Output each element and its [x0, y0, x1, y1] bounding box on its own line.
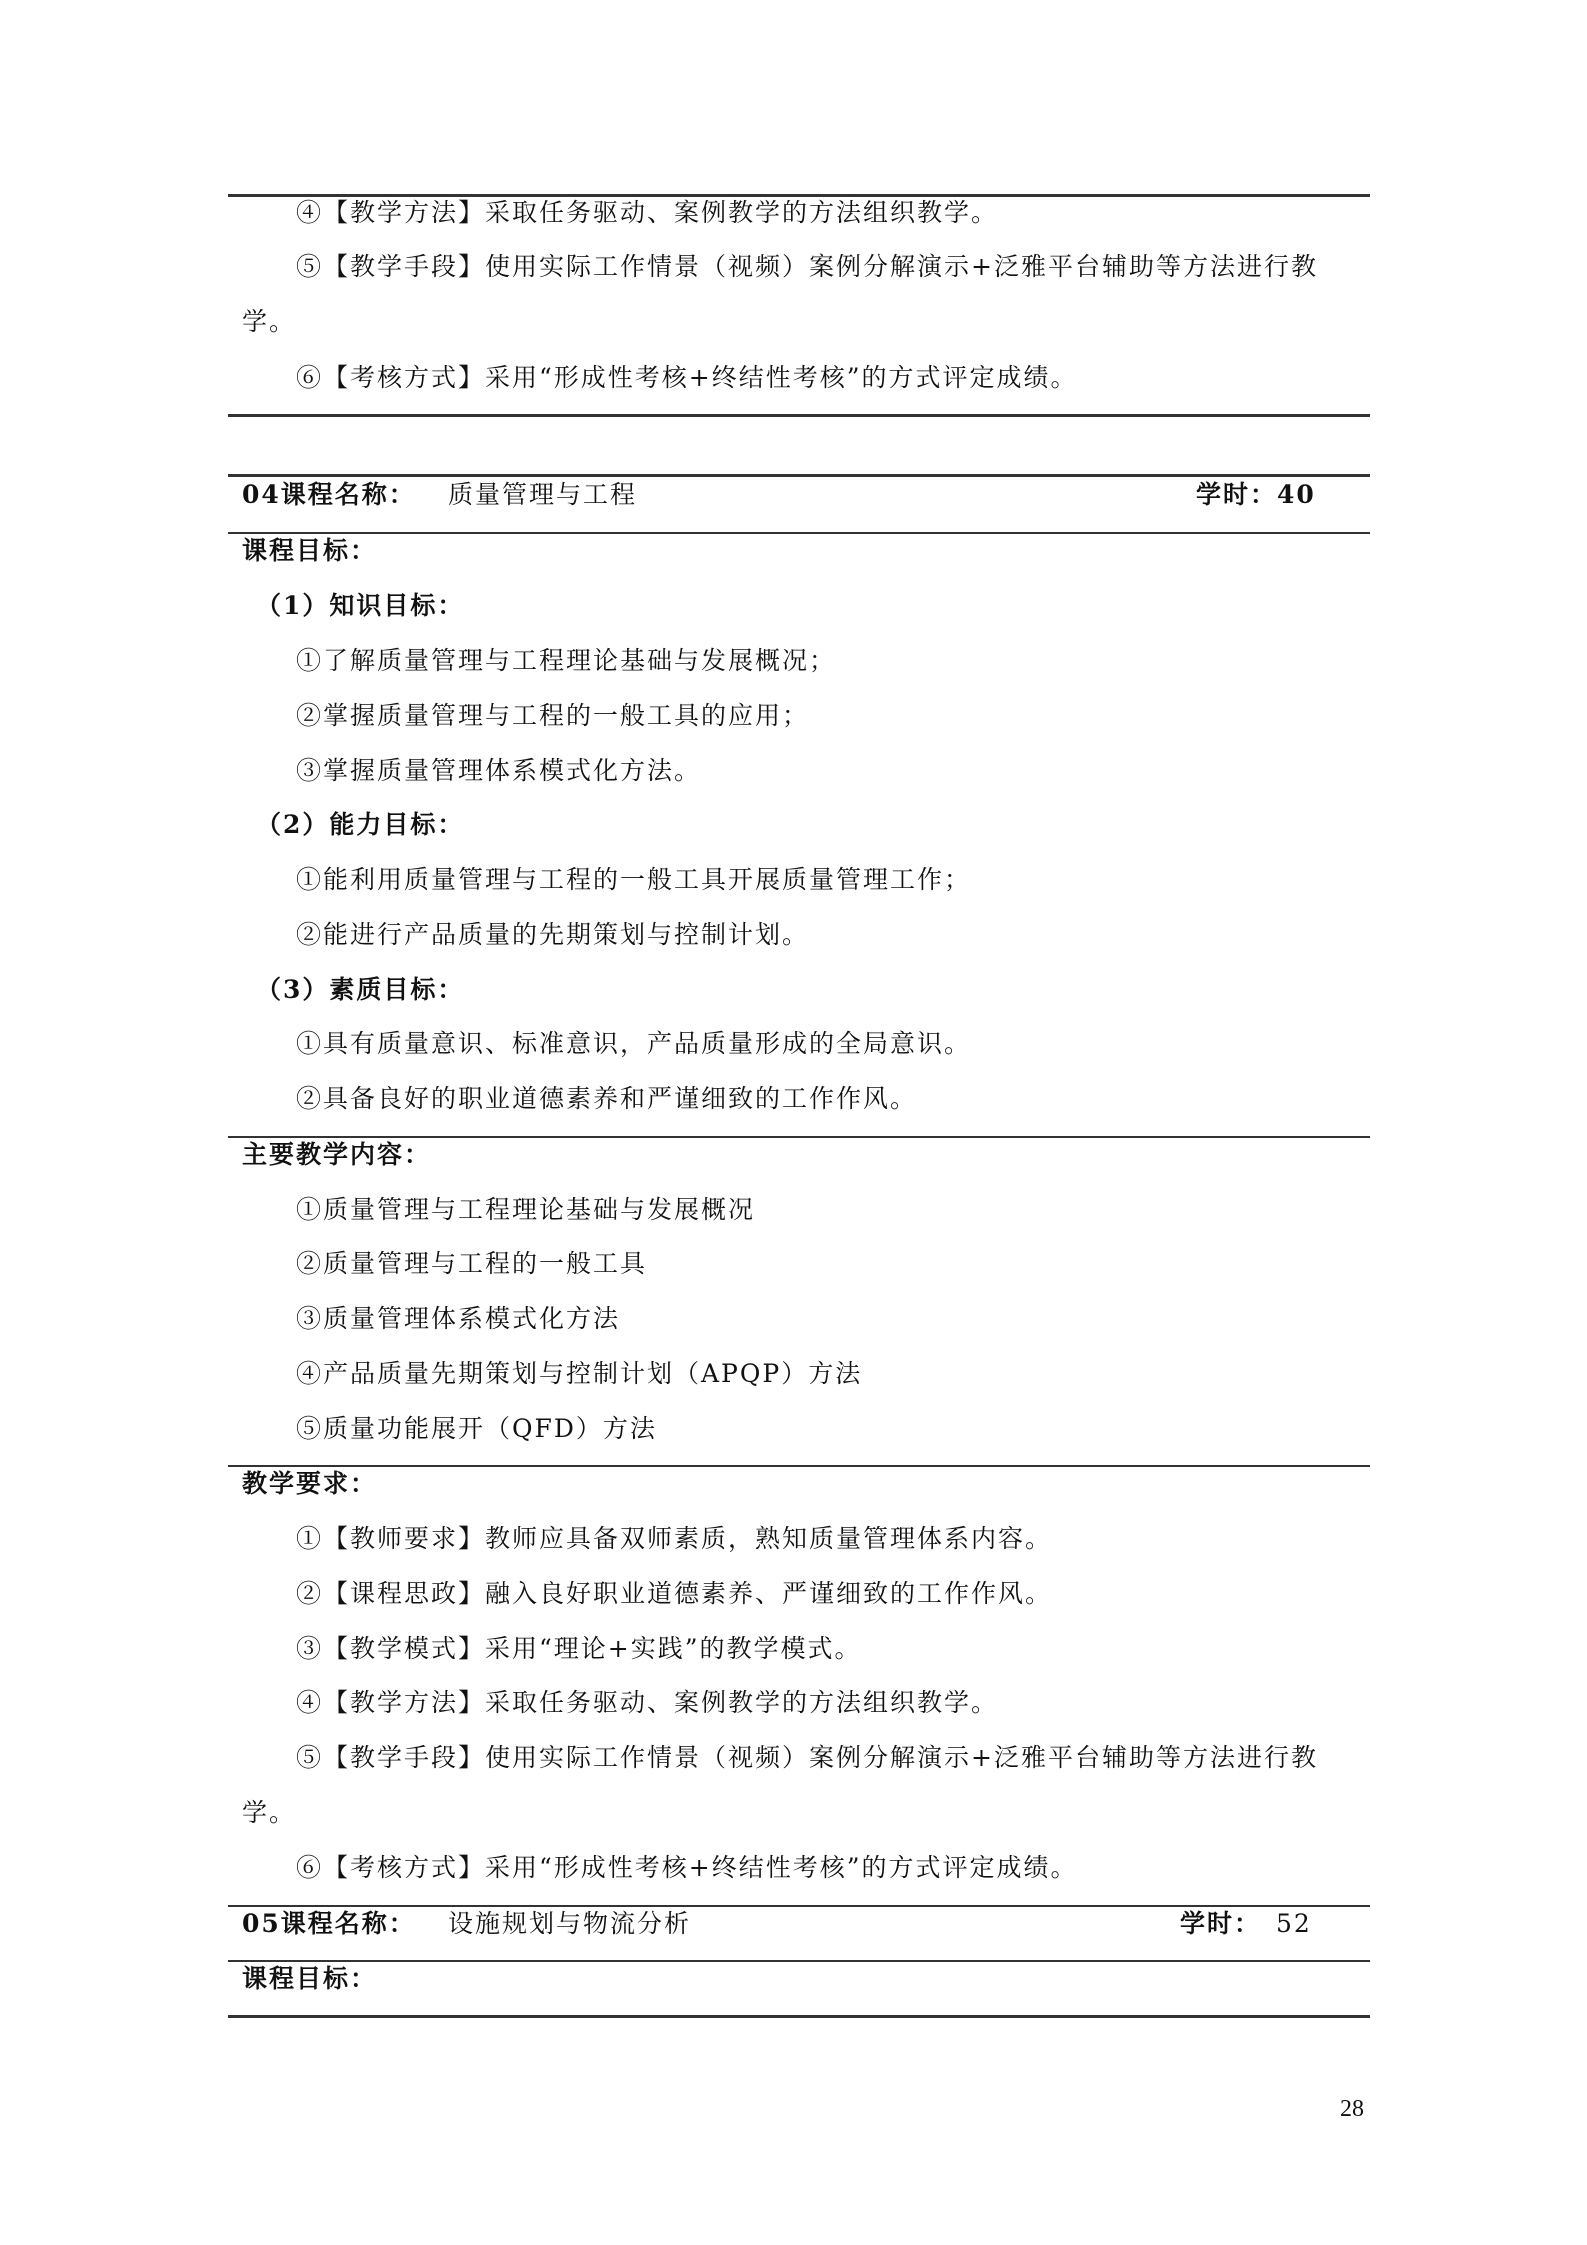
ability-title: （2）能力目标： [256, 810, 465, 839]
content-item: ②质量管理与工程的一般工具 [296, 1249, 648, 1278]
knowledge-title: （1）知识目标： [256, 591, 465, 620]
quality-item: ②具备良好的职业道德素养和严谨细致的工作作风。 [296, 1084, 918, 1113]
requirement-means-cont: 学。 [242, 1798, 297, 1827]
content-item: ③质量管理体系模式化方法 [296, 1304, 621, 1333]
requirement-item: ①【教师要求】教师应具备双师素质，熟知质量管理体系内容。 [296, 1524, 1053, 1553]
content-item: ①质量管理与工程理论基础与发展概况 [296, 1195, 756, 1224]
prev-method-line: ④【教学方法】采取任务驱动、案例教学的方法组织教学。 [296, 198, 999, 227]
requirement-item: ③【教学模式】采用“理论+实践”的教学模式。 [296, 1634, 862, 1663]
course05-goals-title: 课程目标： [242, 1964, 378, 1993]
quality-item: ①具有质量意识、标准意识，产品质量形成的全局意识。 [296, 1029, 972, 1058]
ability-item: ②能进行产品质量的先期策划与控制计划。 [296, 920, 810, 949]
bottom-rule [228, 2015, 1370, 2018]
course04-top-rule [228, 474, 1370, 477]
content-title: 主要教学内容： [242, 1140, 432, 1169]
course04-name: 质量管理与工程 [448, 480, 638, 509]
course05-hours-label: 学时： [1180, 1909, 1262, 1938]
prev-assessment-line: ⑥【考核方式】采用“形成性考核+终结性考核”的方式评定成绩。 [296, 363, 1078, 392]
prev-means-line-cont: 学。 [242, 307, 297, 336]
course05-label: 05课程名称： [242, 1909, 416, 1938]
content-item: ⑤质量功能展开（QFD）方法 [296, 1414, 657, 1443]
course05-hours-value: 52 [1276, 1909, 1312, 1938]
requirement-assessment: ⑥【考核方式】采用“形成性考核+终结性考核”的方式评定成绩。 [296, 1853, 1078, 1882]
content-item: ④产品质量先期策划与控制计划（APQP）方法 [296, 1359, 863, 1388]
section-end-rule [228, 414, 1370, 417]
course04-label: 04课程名称： [242, 480, 416, 509]
requirements-rule [228, 1465, 1370, 1467]
course04-goals-title: 课程目标： [242, 536, 378, 565]
course05-name: 设施规划与物流分析 [448, 1909, 692, 1938]
requirement-item: ④【教学方法】采取任务驱动、案例教学的方法组织教学。 [296, 1688, 999, 1717]
requirement-means: ⑤【教学手段】使用实际工作情景（视频）案例分解演示+泛雅平台辅助等方法进行教 [296, 1743, 1318, 1772]
knowledge-item: ③掌握质量管理体系模式化方法。 [296, 756, 702, 785]
page-number: 28 [1340, 2096, 1364, 2122]
quality-title: （3）素质目标： [256, 975, 465, 1004]
ability-item: ①能利用质量管理与工程的一般工具开展质量管理工作； [296, 865, 972, 894]
course04-header-rule [228, 532, 1370, 534]
course05-header-rule [228, 1960, 1370, 1962]
knowledge-item: ②掌握质量管理与工程的一般工具的应用； [296, 701, 810, 730]
knowledge-item: ①了解质量管理与工程理论基础与发展概况； [296, 646, 837, 675]
requirements-title: 教学要求： [242, 1469, 378, 1498]
requirement-item: ②【课程思政】融入良好职业道德素养、严谨细致的工作作风。 [296, 1579, 1053, 1608]
course04-hours: 学时：40 [1196, 480, 1316, 509]
prev-means-line: ⑤【教学手段】使用实际工作情景（视频）案例分解演示+泛雅平台辅助等方法进行教 [296, 252, 1318, 281]
